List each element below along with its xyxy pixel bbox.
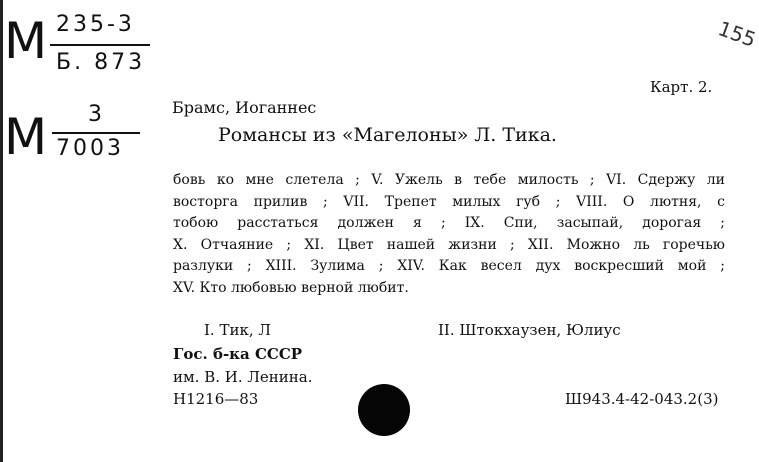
shelfmark-1-numerator: 235-3 (56, 12, 135, 37)
contents-line-2: восторга прилив ; VII. Трепет милых губ ; VIII. О лютня, с (173, 193, 725, 210)
shelfmark-2-denominator: 7003 (56, 136, 124, 161)
author-heading: Брамс, Иоганнес (172, 98, 317, 117)
contents-line-4: X. Отчаяние ; XI. Цвет нашей жизни ; XII. Можно ль горечью (173, 236, 725, 253)
shelfmark-2-numerator: 3 (88, 102, 105, 127)
classification-code: Ш943.4-42-043.2(3) (565, 390, 719, 408)
card-number: Карт. 2. (650, 78, 713, 96)
library-name: Гос. б-ка СССР (173, 345, 303, 363)
contents-line-6: XV. Кто любовью верной любит. (173, 279, 409, 296)
shelfmark-2-fraction-line (52, 132, 140, 134)
card-edge (0, 0, 3, 462)
title: Романсы из «Магелоны» Л. Тика. (218, 124, 557, 146)
shelfmark-1-fraction-line (50, 44, 150, 46)
punch-hole (358, 384, 410, 436)
added-entry-1: I. Тик, Л (204, 321, 271, 339)
contents-note (173, 170, 725, 299)
contents-line-3: тобою расстаться должен я ; IX. Спи, засыпай, дорогая ; (173, 215, 725, 231)
added-entry-2: II. Штокхаузен, Юлиус (438, 321, 621, 339)
edge-mark: 155 (715, 16, 759, 52)
shelfmark-1-denominator: Б. 873 (56, 50, 146, 75)
contents-line-1: бовь ко мне слетела ; V. Ужель в тебе милость ; VI. Сдержу ли (173, 172, 725, 188)
card-print-code: Н1216—83 (173, 390, 259, 408)
library-name-2: им. В. И. Ленина. (173, 368, 313, 386)
shelfmark-2-letter: М (4, 108, 46, 166)
shelfmark-1-letter: М (4, 12, 46, 70)
contents-line-5: разлуки ; XIII. Зулима ; XIV. Как весел дух воскресший мой ; (173, 258, 725, 274)
